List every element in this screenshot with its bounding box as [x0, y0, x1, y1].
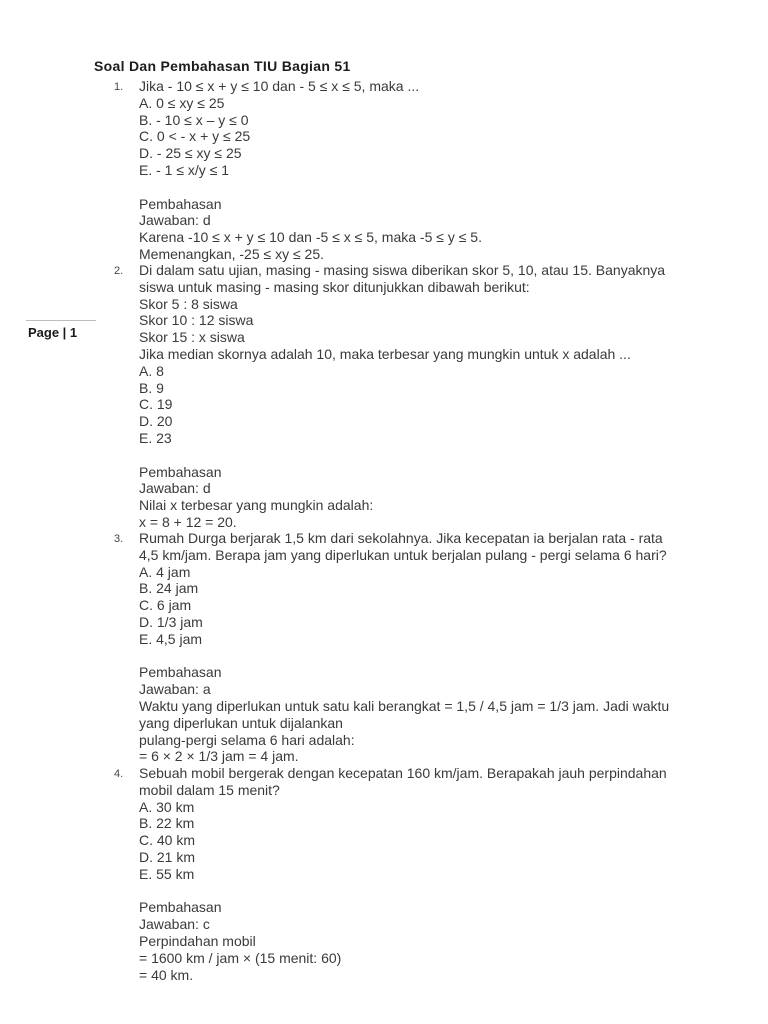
answer-option: D. 20 — [139, 413, 173, 430]
answer-option: B. 24 jam — [139, 580, 199, 597]
answer-option: C. 6 jam — [139, 597, 192, 614]
question-number: 2. — [114, 265, 124, 277]
explanation-line: Waktu yang diperlukan untuk satu kali berangkat = 1,5 / 4,5 jam = 1/3 jam. Jadi waktu — [139, 697, 670, 714]
answer-option: A. 8 — [139, 362, 164, 379]
explanation-line: yang diperlukan untuk dijalankan — [139, 714, 343, 731]
question-stem-line: 4,5 km/jam. Berapa jam yang diperlukan untuk berjalan pulang - pergi selama 6 hari? — [139, 546, 667, 563]
answer-option: E. - 1 ≤ x/y ≤ 1 — [139, 161, 230, 178]
answer-option: C. 40 km — [139, 832, 196, 849]
spacer — [139, 179, 739, 196]
answer-option: E. 55 km — [139, 865, 195, 882]
answer-key: Jawaban: d — [139, 212, 211, 229]
spacer — [139, 883, 739, 900]
answer-option: A. 0 ≤ xy ≤ 25 — [139, 94, 225, 111]
question-stem-line: Jika median skornya adalah 10, maka terbesar yang mungkin untuk x adalah ... — [139, 345, 631, 362]
answer-key: Jawaban: d — [139, 480, 211, 497]
discussion-heading: Pembahasan — [139, 664, 222, 681]
answer-key: Jawaban: c — [139, 916, 210, 933]
answer-option: B. 22 km — [139, 815, 195, 832]
answer-option: E. 23 — [139, 429, 172, 446]
page-number-label: Page | 1 — [28, 325, 78, 340]
question-body — [139, 262, 739, 531]
discussion-heading: Pembahasan — [139, 463, 222, 480]
document-title: Soal Dan Pembahasan TIU Bagian 51 — [94, 58, 351, 74]
question-stem-line: Skor 15 : x siswa — [139, 329, 245, 346]
question-number: 1. — [114, 81, 124, 93]
question-stem-line: mobil dalam 15 menit? — [139, 781, 280, 798]
answer-option: C. 19 — [139, 396, 173, 413]
spacer — [139, 447, 739, 464]
question-body — [139, 78, 739, 263]
explanation-line: = 6 × 2 × 1/3 jam = 4 jam. — [139, 748, 299, 765]
answer-option: C. 0 < - x + y ≤ 25 — [139, 128, 251, 145]
explanation-line: pulang-pergi selama 6 hari adalah: — [139, 731, 355, 748]
answer-option: B. 9 — [139, 379, 164, 396]
question-body — [139, 530, 739, 765]
answer-option: A. 30 km — [139, 798, 195, 815]
discussion-heading: Pembahasan — [139, 195, 222, 212]
question-stem-line: Jika - 10 ≤ x + y ≤ 10 dan - 5 ≤ x ≤ 5, maka ... — [139, 78, 420, 94]
question-stem-line: Di dalam satu ujian, masing - masing siswa diberikan skor 5, 10, atau 15. Banyaknya — [139, 262, 666, 278]
answer-option: E. 4,5 jam — [139, 630, 203, 647]
explanation-line: = 40 km. — [139, 966, 194, 983]
answer-key: Jawaban: a — [139, 681, 211, 698]
question-number: 3. — [114, 533, 124, 545]
answer-option: B. - 10 ≤ x – y ≤ 0 — [139, 111, 249, 128]
explanation-line: Karena -10 ≤ x + y ≤ 10 dan -5 ≤ x ≤ 5, maka -5 ≤ y ≤ 5. — [139, 229, 482, 246]
question-stem-line: siswa untuk masing - masing skor ditunjukkan dibawah berikut: — [139, 278, 530, 295]
explanation-line: Memenangkan, -25 ≤ xy ≤ 25. — [139, 245, 325, 262]
answer-option: D. 1/3 jam — [139, 613, 203, 630]
question-stem-line: Skor 5 : 8 siswa — [139, 295, 238, 312]
explanation-line: x = 8 + 12 = 20. — [139, 513, 237, 530]
answer-option: D. - 25 ≤ xy ≤ 25 — [139, 145, 242, 162]
question-stem-line: Rumah Durga berjarak 1,5 km dari sekolahnya. Jika kecepatan ia berjalan rata - rata — [139, 530, 663, 546]
discussion-heading: Pembahasan — [139, 899, 222, 916]
answer-option: D. 21 km — [139, 848, 196, 865]
answer-option: A. 4 jam — [139, 563, 191, 580]
question-stem-line: Sebuah mobil bergerak dengan kecepatan 160 km/jam. Berapakah jauh perpindahan — [139, 765, 667, 781]
explanation-line: Perpindahan mobil — [139, 932, 256, 949]
explanation-line: = 1600 km / jam × (15 menit: 60) — [139, 949, 342, 966]
page-divider — [26, 320, 96, 321]
question-body — [139, 765, 739, 983]
question-number: 4. — [114, 768, 124, 780]
explanation-line: Nilai x terbesar yang mungkin adalah: — [139, 497, 374, 514]
question-stem-line: Skor 10 : 12 siswa — [139, 312, 254, 329]
spacer — [139, 648, 739, 665]
